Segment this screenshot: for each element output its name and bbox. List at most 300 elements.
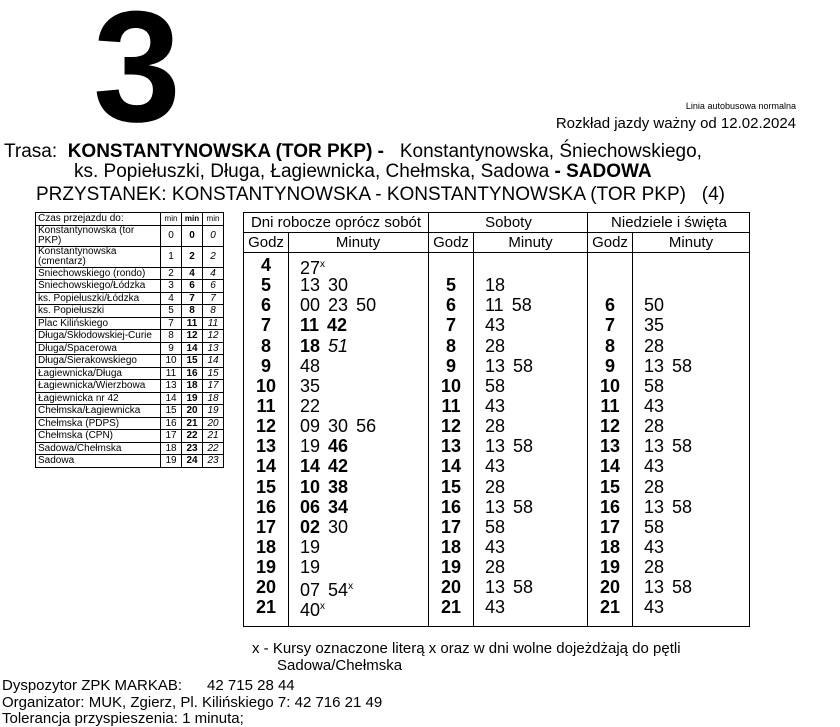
minutes-cell: [485, 315, 513, 335]
minutes-cell: [300, 477, 356, 497]
minute-value: 13: [485, 577, 506, 598]
stop-name-cell: Długa/Spacerowa: [36, 342, 161, 355]
departure-row: [588, 356, 750, 376]
saturdays-column: [428, 213, 588, 626]
dispatcher-info: Dyspozytor ZPK MARKAB: 42 715 28 44: [2, 677, 295, 694]
departure-minute: [300, 517, 320, 537]
time-b-cell: 18: [182, 380, 203, 393]
minute-value: 43: [644, 536, 665, 557]
column-title: Niedziele i święta: [588, 213, 750, 233]
minutes-cell: [644, 356, 700, 376]
minutes-cell: [644, 396, 672, 416]
time-b-cell: 20: [182, 405, 203, 418]
departure-minute: [513, 356, 533, 376]
minute-value: 58: [485, 375, 506, 396]
departure-row: [244, 456, 428, 476]
departure-minute: [485, 477, 505, 497]
minute-value: 50: [356, 295, 377, 316]
hour-cell: 8: [260, 335, 271, 356]
minutes-cell: [485, 517, 513, 537]
minute-value: 58: [511, 295, 532, 316]
minute-value: 34: [328, 496, 349, 517]
hour-cell: 18: [440, 536, 462, 557]
time-a-cell: 5: [161, 305, 182, 318]
stop-name-cell: Długa/Sierakowskiego: [36, 355, 161, 368]
departure-row: [588, 456, 750, 476]
time-a-cell: 17: [161, 430, 182, 443]
departure-minute: [644, 416, 664, 436]
minutes-cell: [644, 517, 672, 537]
minutes-cell: [300, 416, 384, 436]
departure-minute: [328, 295, 348, 315]
stop-name-cell: Chełmska/Łagiewnicka: [36, 405, 161, 418]
stop-name-cell: Łagiewnicka/Długa: [36, 367, 161, 380]
departure-row: [244, 255, 428, 278]
travel-time-row: [36, 317, 224, 330]
x-marker: x: [320, 259, 326, 270]
column-title: Soboty: [429, 213, 588, 233]
minute-value: 19: [300, 436, 321, 457]
hour-cell: 14: [440, 456, 462, 477]
minute-value: 28: [485, 557, 506, 578]
unit-min-2: min: [182, 213, 203, 226]
minute-value: 23: [328, 295, 349, 316]
minutes-cell: [300, 537, 328, 557]
travel-time-row: [36, 225, 224, 246]
minutes-cell: [300, 597, 333, 620]
minute-value: 43: [485, 315, 506, 336]
departure-row: [429, 376, 588, 396]
departure-row: [588, 416, 750, 436]
minute-value: 58: [644, 375, 665, 396]
minute-value: 58: [672, 577, 693, 598]
hour-cell: 11: [256, 395, 276, 416]
minute-value: 50: [644, 295, 665, 316]
minutes-cell: [485, 477, 513, 497]
stop-name-cell: Długa/Skłodowskiej-Curie: [36, 330, 161, 343]
time-c-cell: 15: [203, 367, 224, 380]
minutes-cell: [644, 456, 672, 476]
hour-cell: 15: [440, 476, 462, 497]
time-c-cell: 20: [203, 417, 224, 430]
departure-minute: [327, 315, 347, 335]
departure-minute: [644, 336, 664, 356]
time-b-cell: 12: [182, 330, 203, 343]
minute-value: 42: [328, 456, 349, 477]
departure-minute: [644, 497, 664, 517]
departure-row: [244, 436, 428, 456]
minute-value: 58: [513, 577, 534, 598]
minutes-header: Minuty: [335, 234, 381, 251]
minutes-cell: [485, 537, 513, 557]
minutes-cell: [644, 295, 672, 315]
minute-value: 13: [644, 577, 665, 598]
minutes-cell: [300, 497, 356, 517]
departure-minute: [485, 356, 505, 376]
minutes-cell: [644, 537, 672, 557]
organizer-info: Organizator: MUK, Zgierz, Pl. Kilińskiego 7: 42 716 21 49: [2, 694, 383, 711]
travel-time-row: [36, 305, 224, 318]
departure-minute: [485, 336, 505, 356]
travel-time-row: [36, 267, 224, 280]
minute-value: 28: [644, 557, 665, 578]
minute-value: 58: [672, 496, 693, 517]
time-c-cell: 8: [203, 305, 224, 318]
minutes-cell: [485, 497, 541, 517]
stop-name-cell: ks. Popiełuszki: [36, 305, 161, 318]
minutes-cell: [644, 436, 700, 456]
minute-value: 58: [513, 496, 534, 517]
departure-row: [588, 477, 750, 497]
travel-time-row: [36, 342, 224, 355]
departure-minute: [328, 436, 348, 456]
minute-value: 13: [644, 496, 665, 517]
minutes-cell: [485, 295, 540, 315]
hour-cell: 9: [445, 355, 456, 376]
stop-name-cell: Konstantynowska (tor PKP): [36, 225, 161, 246]
hour-cell: 8: [604, 335, 615, 356]
minute-value: 14: [300, 456, 321, 477]
time-c-cell: 13: [203, 342, 224, 355]
departure-minute: [485, 577, 505, 597]
hour-cell: 21: [440, 597, 462, 618]
departure-row: [588, 577, 750, 597]
minute-value: 10: [300, 476, 321, 497]
departure-minute: [300, 336, 320, 356]
travel-time-row: [36, 405, 224, 418]
departure-minute: [485, 497, 505, 517]
minute-value: 54: [328, 580, 349, 601]
minute-value: 43: [485, 456, 506, 477]
travel-time-title: Czas przejazdu do:: [36, 213, 161, 226]
departure-row: [429, 477, 588, 497]
departure-row: [588, 597, 750, 617]
departure-minute: [485, 436, 505, 456]
departure-row: [244, 517, 428, 537]
time-c-cell: 17: [203, 380, 224, 393]
hour-cell: 15: [255, 476, 277, 497]
hour-cell: 17: [440, 516, 462, 537]
route-description: [4, 141, 702, 162]
minute-value: 58: [513, 436, 534, 457]
hour-cell: 6: [445, 295, 456, 316]
departure-row: [588, 376, 750, 396]
hour-cell: 19: [255, 557, 277, 578]
minutes-cell: [300, 396, 328, 416]
time-a-cell: 9: [161, 342, 182, 355]
minutes-cell: [644, 577, 700, 597]
time-b-cell: 4: [182, 267, 203, 280]
stop-name-cell: Łagiewnicka/Wierzbowa: [36, 380, 161, 393]
time-a-cell: 2: [161, 267, 182, 280]
minute-value: 30: [328, 275, 349, 296]
departure-minute: [485, 456, 505, 476]
departure-row: [429, 557, 588, 577]
time-a-cell: 0: [161, 225, 182, 246]
departure-row: [429, 537, 588, 557]
departure-row: [429, 315, 588, 335]
stop-name-cell: Plac Kilińskiego: [36, 317, 161, 330]
time-b-cell: 24: [182, 455, 203, 468]
minutes-cell: [485, 416, 513, 436]
minutes-cell: [644, 477, 672, 497]
departure-minute: [300, 436, 320, 456]
departure-row: [429, 396, 588, 416]
hour-cell: 17: [255, 516, 277, 537]
hour-cell: 14: [255, 456, 277, 477]
time-c-cell: 6: [203, 280, 224, 293]
route-label: Trasa:: [4, 141, 58, 162]
departure-minute: [644, 597, 664, 617]
hour-cell: 18: [599, 536, 621, 557]
departure-row: [244, 315, 428, 335]
departure-minute: [356, 416, 376, 436]
hour-cell: 11: [441, 395, 461, 416]
departure-minute: [644, 436, 664, 456]
column-title: Dni robocze oprócz sobót: [244, 213, 428, 233]
minute-value: 28: [485, 335, 506, 356]
time-a-cell: 11: [161, 367, 182, 380]
travel-time-row: [36, 367, 224, 380]
departure-minute: [300, 456, 320, 476]
departure-minute: [513, 497, 533, 517]
minute-value: 28: [485, 416, 506, 437]
hour-cell: 21: [255, 597, 277, 618]
departure-row: [244, 557, 428, 577]
time-b-cell: 6: [182, 280, 203, 293]
minutes-cell: [644, 497, 700, 517]
minute-value: 58: [672, 436, 693, 457]
departure-minute: [644, 477, 664, 497]
time-a-cell: 7: [161, 317, 182, 330]
x-marker: x: [320, 601, 326, 613]
time-c-cell: 0: [203, 225, 224, 246]
hour-cell: 4: [260, 255, 271, 275]
minute-value: 18: [300, 335, 321, 356]
departure-row: [588, 396, 750, 416]
column-subheader: [588, 233, 750, 253]
stop-name: PRZYSTANEK: KONSTANTYNOWSKA - KONSTANTYNOWSKA (TOR PKP) (4): [36, 184, 726, 205]
travel-time-row: [36, 330, 224, 343]
departure-minute: [300, 477, 320, 497]
travel-time-row: [36, 355, 224, 368]
time-c-cell: 21: [203, 430, 224, 443]
minutes-cell: [485, 356, 541, 376]
minutes-cell: [644, 376, 672, 396]
minute-value: 43: [644, 456, 665, 477]
departure-row: [588, 336, 750, 356]
minute-value: 43: [644, 395, 665, 416]
minute-value: 58: [485, 516, 506, 537]
departure-minute: [328, 416, 348, 436]
departure-minute: [672, 577, 692, 597]
departure-minute: [644, 295, 664, 315]
minute-value: 51: [328, 335, 349, 356]
departure-minute: [644, 456, 664, 476]
departure-row: [429, 275, 588, 295]
hour-cell: 9: [604, 355, 615, 376]
departure-minute: [485, 315, 505, 335]
route-start: KONSTANTYNOWSKA (TOR PKP) -: [67, 141, 385, 162]
departure-minute: [356, 295, 376, 315]
minute-value: 42: [327, 315, 348, 336]
minutes-header: Minuty: [508, 234, 553, 251]
departure-minute: [485, 416, 505, 436]
travel-time-header: [36, 213, 224, 226]
minute-value: 58: [644, 516, 665, 537]
departure-minute: [485, 295, 504, 315]
time-c-cell: 18: [203, 392, 224, 405]
time-c-cell: 14: [203, 355, 224, 368]
minutes-cell: [485, 396, 513, 416]
hour-header: Godz: [588, 233, 633, 252]
time-c-cell: 2: [203, 246, 224, 267]
departure-row: [244, 577, 428, 601]
stop-name-cell: Chełmska (PDPS): [36, 417, 161, 430]
valid-from-label: Rozkład jazdy ważny od 12.02.2024: [555, 115, 796, 132]
hour-cell: 12: [255, 416, 277, 437]
minute-value: 38: [328, 476, 349, 497]
time-a-cell: 10: [161, 355, 182, 368]
time-a-cell: 8: [161, 330, 182, 343]
minutes-cell: [300, 275, 356, 295]
minutes-cell: [300, 456, 356, 476]
departure-minute: [644, 517, 664, 537]
departure-minute: [485, 557, 505, 577]
hour-header: Godz: [244, 233, 289, 252]
minute-value: 43: [485, 597, 506, 618]
departure-minute: [485, 537, 505, 557]
hour-cell: 16: [599, 496, 621, 517]
departure-row: [244, 396, 428, 416]
time-b-cell: 11: [182, 317, 203, 330]
minutes-cell: [485, 436, 541, 456]
hour-cell: 19: [440, 557, 462, 578]
hour-cell: 8: [445, 335, 456, 356]
time-c-cell: 4: [203, 267, 224, 280]
departure-rows: [588, 253, 750, 618]
stop-name-cell: ks. Popiełuszki/Łódzka: [36, 292, 161, 305]
stop-name-cell: Konstantynowska (cmentarz): [36, 246, 161, 267]
minute-value: 43: [485, 536, 506, 557]
departure-minute: [485, 376, 505, 396]
travel-time-row: [36, 455, 224, 468]
minutes-cell: [300, 295, 384, 315]
unit-min-3: min: [203, 213, 224, 226]
hour-cell: 10: [255, 375, 277, 396]
line-type-label: Linia autobusowa normalna: [685, 101, 796, 111]
time-b-cell: 22: [182, 430, 203, 443]
time-a-cell: 13: [161, 380, 182, 393]
time-c-cell: 12: [203, 330, 224, 343]
time-c-cell: 22: [203, 442, 224, 455]
departure-minute: [328, 456, 348, 476]
minute-value: 06: [300, 496, 321, 517]
hour-cell: 7: [604, 315, 615, 336]
minute-value: 28: [644, 416, 665, 437]
route-via-1: Konstantynowska, Śniechowskiego,: [399, 141, 702, 162]
departure-minute: [672, 497, 692, 517]
departure-row: [244, 416, 428, 436]
hour-cell: 10: [599, 375, 621, 396]
time-a-cell: 18: [161, 442, 182, 455]
minute-value: 07: [300, 580, 321, 601]
departure-row: [244, 336, 428, 356]
departure-row: [429, 255, 588, 275]
departure-row: [588, 275, 750, 295]
route-via-2: ks. Popiełuszki, Długa, Łagiewnicka, Chełmska, Sadowa: [74, 161, 550, 182]
departure-minute: [300, 557, 320, 577]
minute-value: 28: [644, 476, 665, 497]
time-a-cell: 19: [161, 455, 182, 468]
departure-minute: [485, 275, 505, 295]
minute-value: 30: [328, 516, 349, 537]
departure-row: [429, 597, 588, 617]
minute-value: 58: [513, 355, 534, 376]
hour-cell: 16: [255, 496, 277, 517]
hour-cell: 17: [599, 516, 621, 537]
departure-minute: [300, 275, 320, 295]
minute-value: 56: [356, 416, 377, 437]
travel-time-row: [36, 430, 224, 443]
minutes-cell: [485, 557, 513, 577]
minutes-cell: [300, 336, 356, 356]
time-b-cell: 15: [182, 355, 203, 368]
tolerance-info: Tolerancja przyspieszenia: 1 minuta;: [2, 710, 244, 727]
minutes-cell: [485, 597, 513, 617]
minutes-cell: [300, 557, 328, 577]
minutes-cell: [300, 356, 328, 376]
hour-cell: 5: [260, 275, 271, 296]
stop-name-cell: Sadowa/Chełmska: [36, 442, 161, 455]
departure-minute: [644, 376, 664, 396]
departure-row: [429, 416, 588, 436]
departure-minute: [328, 477, 348, 497]
minute-value: 13: [300, 275, 321, 296]
departure-minute: [485, 597, 505, 617]
departure-minute: [644, 396, 664, 416]
time-a-cell: 15: [161, 405, 182, 418]
departure-row: [588, 315, 750, 335]
minute-value: 11: [300, 315, 320, 336]
time-b-cell: 7: [182, 292, 203, 305]
stop-name-cell: Śniechowskiego (rondo): [36, 267, 161, 280]
time-a-cell: 3: [161, 280, 182, 293]
hour-cell: 18: [255, 536, 277, 557]
departure-minute: [300, 537, 320, 557]
departure-minute: [300, 497, 320, 517]
time-c-cell: 11: [203, 317, 224, 330]
minute-value: 19: [300, 536, 321, 557]
departure-row: [244, 537, 428, 557]
departure-rows: [244, 253, 428, 621]
time-a-cell: 16: [161, 417, 182, 430]
hour-cell: 20: [440, 577, 462, 598]
departure-minute: [644, 356, 664, 376]
hour-cell: 20: [599, 577, 621, 598]
minute-value: 11: [485, 295, 504, 316]
departure-minute: [485, 396, 505, 416]
minute-value: 13: [485, 436, 506, 457]
minutes-cell: [644, 597, 672, 617]
minute-value: 28: [485, 476, 506, 497]
departure-minute: [644, 537, 664, 557]
departure-minute: [644, 577, 664, 597]
hour-cell: 10: [440, 375, 462, 396]
departure-row: [588, 497, 750, 517]
weekdays-column: [244, 213, 428, 626]
hour-cell: 13: [440, 436, 462, 457]
